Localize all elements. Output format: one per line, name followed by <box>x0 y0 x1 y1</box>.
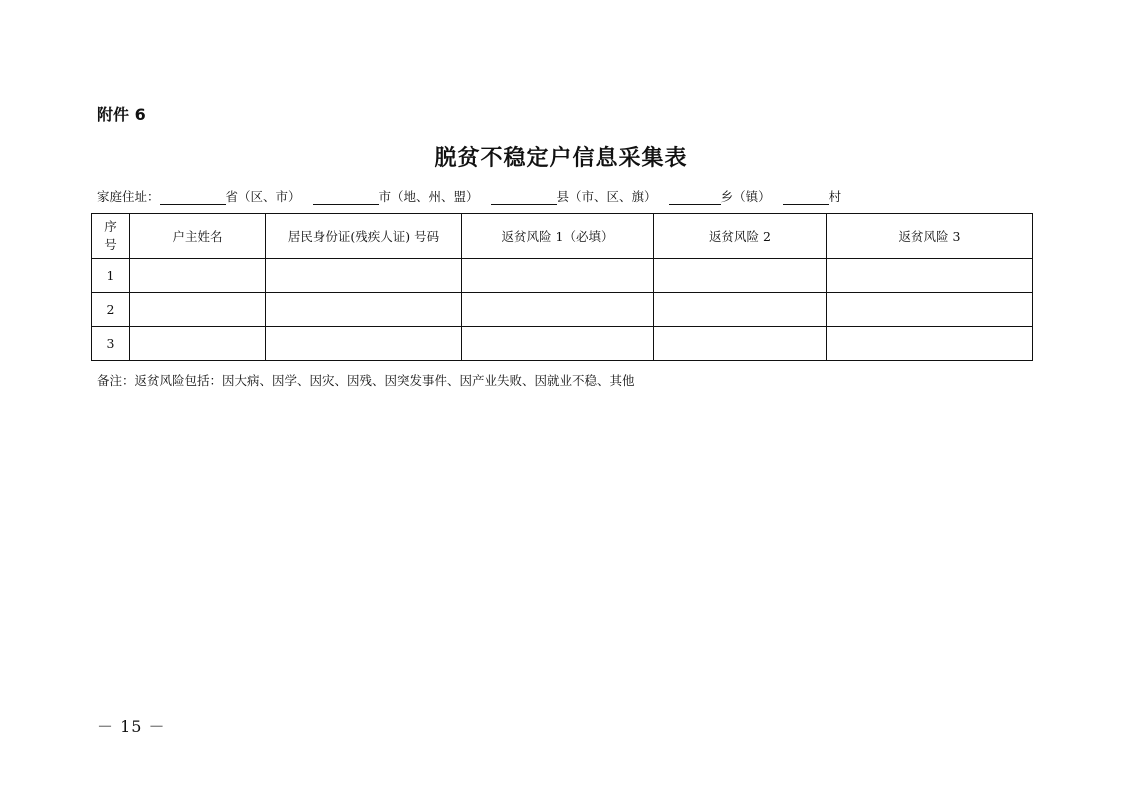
header-risk-3: 返贫风险 3 <box>827 214 1033 259</box>
document-title: 脱贫不稳定户信息采集表 <box>434 145 688 171</box>
header-seq <box>92 214 130 259</box>
table-row <box>92 293 1033 327</box>
risk-1-cell[interactable] <box>462 293 654 327</box>
province-label: 省（区、市） <box>225 189 301 204</box>
township-label: 乡（镇） <box>720 189 771 204</box>
header-seq-char-2: 号 <box>104 237 117 252</box>
row-seq: 3 <box>92 327 130 361</box>
header-risk-2: 返贫风险 2 <box>654 214 827 259</box>
table-note: 备注：返贫风险包括：因大病、因学、因灾、因残、因突发事件、因产业失败、因就业不稳、其他 <box>97 373 635 388</box>
name-cell[interactable] <box>130 259 266 293</box>
header-risk-1: 返贫风险 1（必填） <box>462 214 654 259</box>
name-cell[interactable] <box>130 327 266 361</box>
id-number-cell[interactable] <box>266 293 462 327</box>
risk-1-cell[interactable] <box>462 327 654 361</box>
village-label: 村 <box>828 189 842 204</box>
name-cell[interactable] <box>130 293 266 327</box>
address-label: 家庭住址： <box>97 189 160 204</box>
page-number: － 15 － <box>97 717 166 736</box>
id-number-cell[interactable] <box>266 327 462 361</box>
header-id-number: 居民身份证(残疾人证) 号码 <box>266 214 462 259</box>
village-blank[interactable] <box>783 192 829 205</box>
row-seq: 2 <box>92 293 130 327</box>
attachment-label: 附件 6 <box>97 105 146 124</box>
header-seq-char-1: 序 <box>104 219 117 234</box>
table-row <box>92 259 1033 293</box>
risk-1-cell[interactable] <box>462 259 654 293</box>
risk-2-cell[interactable] <box>654 259 827 293</box>
township-blank[interactable] <box>669 192 721 205</box>
table-header-row <box>92 214 1033 259</box>
risk-2-cell[interactable] <box>654 327 827 361</box>
row-seq: 1 <box>92 259 130 293</box>
city-label: 市（地、州、盟） <box>378 189 479 204</box>
city-blank[interactable] <box>313 192 379 205</box>
risk-2-cell[interactable] <box>654 293 827 327</box>
county-blank[interactable] <box>491 192 557 205</box>
county-label: 县（市、区、旗） <box>556 189 657 204</box>
address-line <box>97 187 841 205</box>
risk-3-cell[interactable] <box>827 293 1033 327</box>
risk-3-cell[interactable] <box>827 259 1033 293</box>
province-blank[interactable] <box>160 192 226 205</box>
info-table <box>91 213 1033 361</box>
risk-3-cell[interactable] <box>827 327 1033 361</box>
table-row <box>92 327 1033 361</box>
id-number-cell[interactable] <box>266 259 462 293</box>
header-name: 户主姓名 <box>130 214 266 259</box>
